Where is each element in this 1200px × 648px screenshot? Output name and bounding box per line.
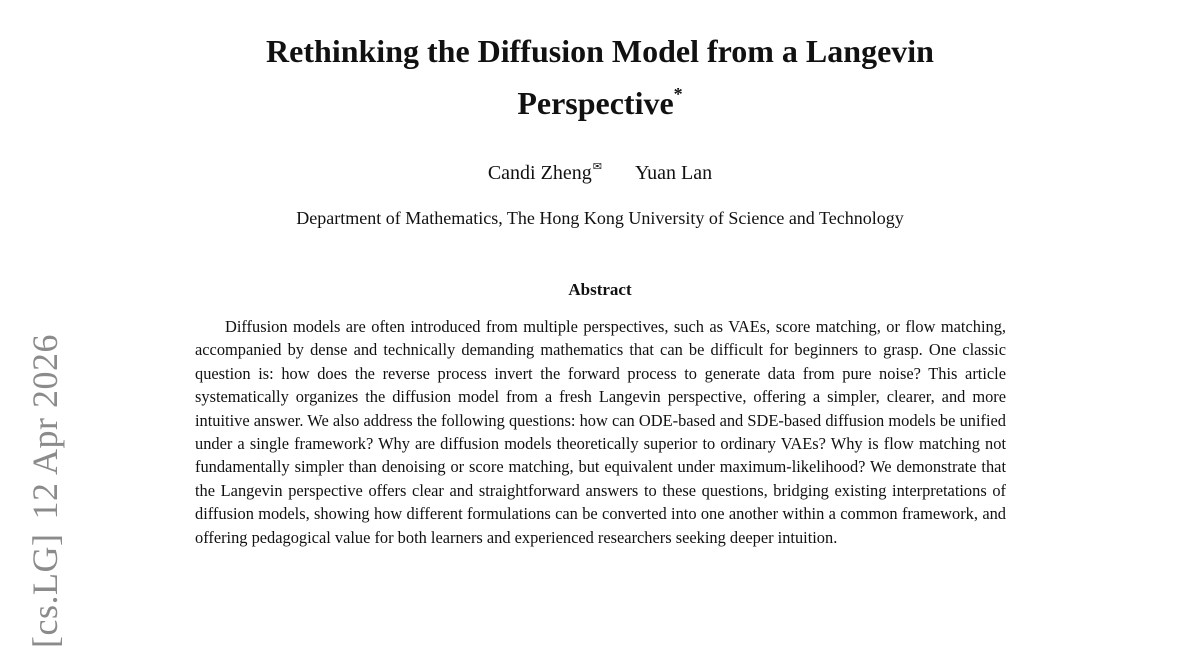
affiliation: Department of Mathematics, The Hong Kong University of Science and Technology	[296, 208, 904, 228]
title-footnote-mark: *	[673, 84, 683, 104]
author-name: Candi Zheng	[487, 162, 592, 184]
arxiv-category: [cs.LG]	[25, 533, 65, 648]
author-list	[190, 160, 1010, 185]
arxiv-side-stamp	[22, 334, 68, 648]
arxiv-date: 12 Apr 2026	[25, 334, 65, 520]
abstract-heading: Abstract	[568, 280, 632, 299]
author-2	[635, 162, 712, 185]
envelope-icon: ✉	[592, 161, 602, 173]
paper-title-text: Rethinking the Diffusion Model from a Langevin Perspective	[266, 33, 934, 121]
paper-title	[190, 30, 1010, 125]
author-name: Yuan Lan	[634, 162, 713, 184]
author-1	[488, 160, 602, 185]
abstract-text: Diffusion models are often introduced from multiple perspectives, such as VAEs, score matching, or flow matching, accompanied by dense and technically demanding mathematics that can be difficult for beginners to grasp. One classic question is: how does the reverse process invert the forward process to generate data from pure noise? This article systematically organizes the diffusion model from a fresh Langevin perspective, offering a simpler, clearer, and more intuitive answer. We also address the following questions: how can ODE-based and SDE-based diffusion models be unified under a single framework? Why are diffusion models theoretically superior to ordinary VAEs? Why is flow matching not fundamentally simpler than denoising or score matching, but equivalent under maximum-likelihood? We demonstrate that the Langevin perspective offers clear and straightforward answers to these questions, bridging existing interpretations of diffusion models, showing how different formulations can be converted into one another within a common framework, and offering pedagogical value for both learners and experienced researchers seeking deeper intuition.	[195, 317, 1006, 547]
